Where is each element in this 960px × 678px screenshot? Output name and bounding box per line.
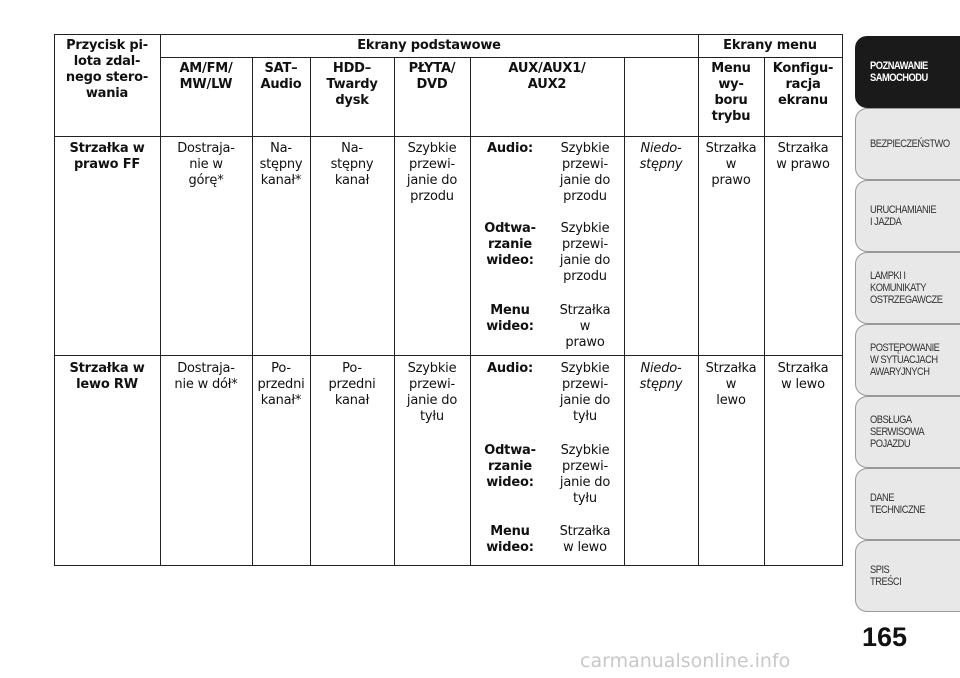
row-rw-am: Dostraja- nie w dół* — [174, 361, 238, 392]
tab-lampki-i-komunikaty[interactable] — [855, 252, 960, 324]
col-header-hdd: HDD– Twardy dysk — [326, 61, 378, 108]
tab-dane-techniczne[interactable] — [855, 468, 960, 540]
row-ff-hdd: Na- stępny kanał — [330, 141, 374, 188]
row-rw-aux-video-label: Odtwa- rzanie wideo: — [484, 443, 536, 490]
tab-label: DANE TECHNICZNE — [870, 492, 926, 516]
tab-label: URUCHAMIANIE I JAZDA — [870, 204, 937, 228]
col-header-konfiguracja: Konfigu- racja ekranu — [772, 61, 834, 108]
tab-uruchamianie-i-jazda[interactable] — [855, 180, 960, 252]
row-ff-aux-menu-label: Menu wideo: — [486, 303, 534, 334]
row-ff-am: Dostraja- nie w górę* — [177, 141, 235, 188]
row-rw-button: Strzałka w lewo RW — [69, 361, 145, 392]
tab-poznawanie-samochodu[interactable] — [855, 36, 960, 108]
row-rw-sat: Po- przedni kanał* — [257, 361, 305, 408]
row-ff-sat: Na- stępny kanał* — [259, 141, 303, 188]
tab-spis-tresci[interactable] — [855, 540, 960, 612]
tab-bezpieczenstwo[interactable] — [855, 108, 960, 180]
row-rw-menu-wyboru: Strzałka w lewo — [705, 361, 757, 408]
function-table — [54, 34, 843, 566]
col-header-menu-wyboru: Menu wy- boru trybu — [711, 61, 751, 124]
tab-label: OBSŁUGA SERWISOWA POJAZDU — [870, 414, 925, 450]
page-number: 165 — [862, 622, 908, 652]
row-ff-aux-audio-value: Szybkie przewi- janie do przodu — [559, 141, 611, 204]
row-rw-aux-video-value: Szybkie przewi- janie do tyłu — [559, 443, 611, 506]
row-rw-plyta: Szybkie przewi- janie do tyłu — [406, 361, 458, 424]
chapter-tabs — [855, 36, 960, 606]
tab-label: POZNAWANIE SAMOCHODU — [870, 60, 928, 84]
col-header-sat: SAT– Audio — [260, 61, 302, 92]
row-ff-aux-menu-value: Strzałka w prawo — [559, 303, 611, 350]
tab-label: SPIS TREŚCI — [870, 564, 902, 588]
corner-header: Przycisk pi- lota zdal- nego stero- wania — [65, 38, 149, 101]
row-ff-konfiguracja: Strzałka w prawo — [776, 141, 830, 172]
row-ff-aux-video-value: Szybkie przewi- janie do przodu — [559, 221, 611, 284]
row-ff-button: Strzałka w prawo FF — [69, 141, 145, 172]
col-header-aux: AUX/AUX1/ AUX2 — [508, 61, 586, 92]
group-header-basic: Ekrany podstawowe — [357, 38, 501, 53]
tab-label: BEZPIECZEŃSTWO — [870, 138, 950, 150]
col-header-am: AM/FM/ MW/LW — [179, 61, 233, 92]
row-rw-hdd: Po- przedni kanał — [328, 361, 376, 408]
row-ff-menu-wyboru: Strzałka w prawo — [705, 141, 757, 188]
row-ff-plyta: Szybkie przewi- janie do przodu — [406, 141, 458, 204]
tab-obsluga-serwisowa[interactable] — [855, 396, 960, 468]
tab-label: LAMPKI I KOMUNIKATY OSTRZEGAWCZE — [870, 270, 943, 306]
group-header-menu: Ekrany menu — [723, 38, 817, 53]
row-rw-konfiguracja: Strzałka w lewo — [777, 361, 829, 392]
row-ff-unavailable: Niedo- stępny — [639, 141, 683, 172]
col-header-plyta: PŁYTA/ DVD — [408, 61, 456, 92]
tab-postepowanie-awaryjne[interactable] — [855, 324, 960, 396]
row-rw-unavailable: Niedo- stępny — [639, 361, 683, 392]
tab-label: POSTĘPOWANIE W SYTUACJACH AWARYJNYCH — [870, 342, 940, 378]
row-rw-aux-audio-label: Audio: — [486, 361, 533, 376]
row-rw-aux-audio-value: Szybkie przewi- janie do tyłu — [559, 361, 611, 424]
row-ff-aux-audio-label: Audio: — [486, 141, 533, 156]
row-rw-aux-menu-label: Menu wideo: — [486, 524, 534, 555]
row-ff-aux-video-label: Odtwa- rzanie wideo: — [484, 221, 536, 268]
row-rw-aux-menu-value: Strzałka w lewo — [559, 524, 611, 555]
watermark: carmanualsonline.info — [580, 650, 791, 672]
